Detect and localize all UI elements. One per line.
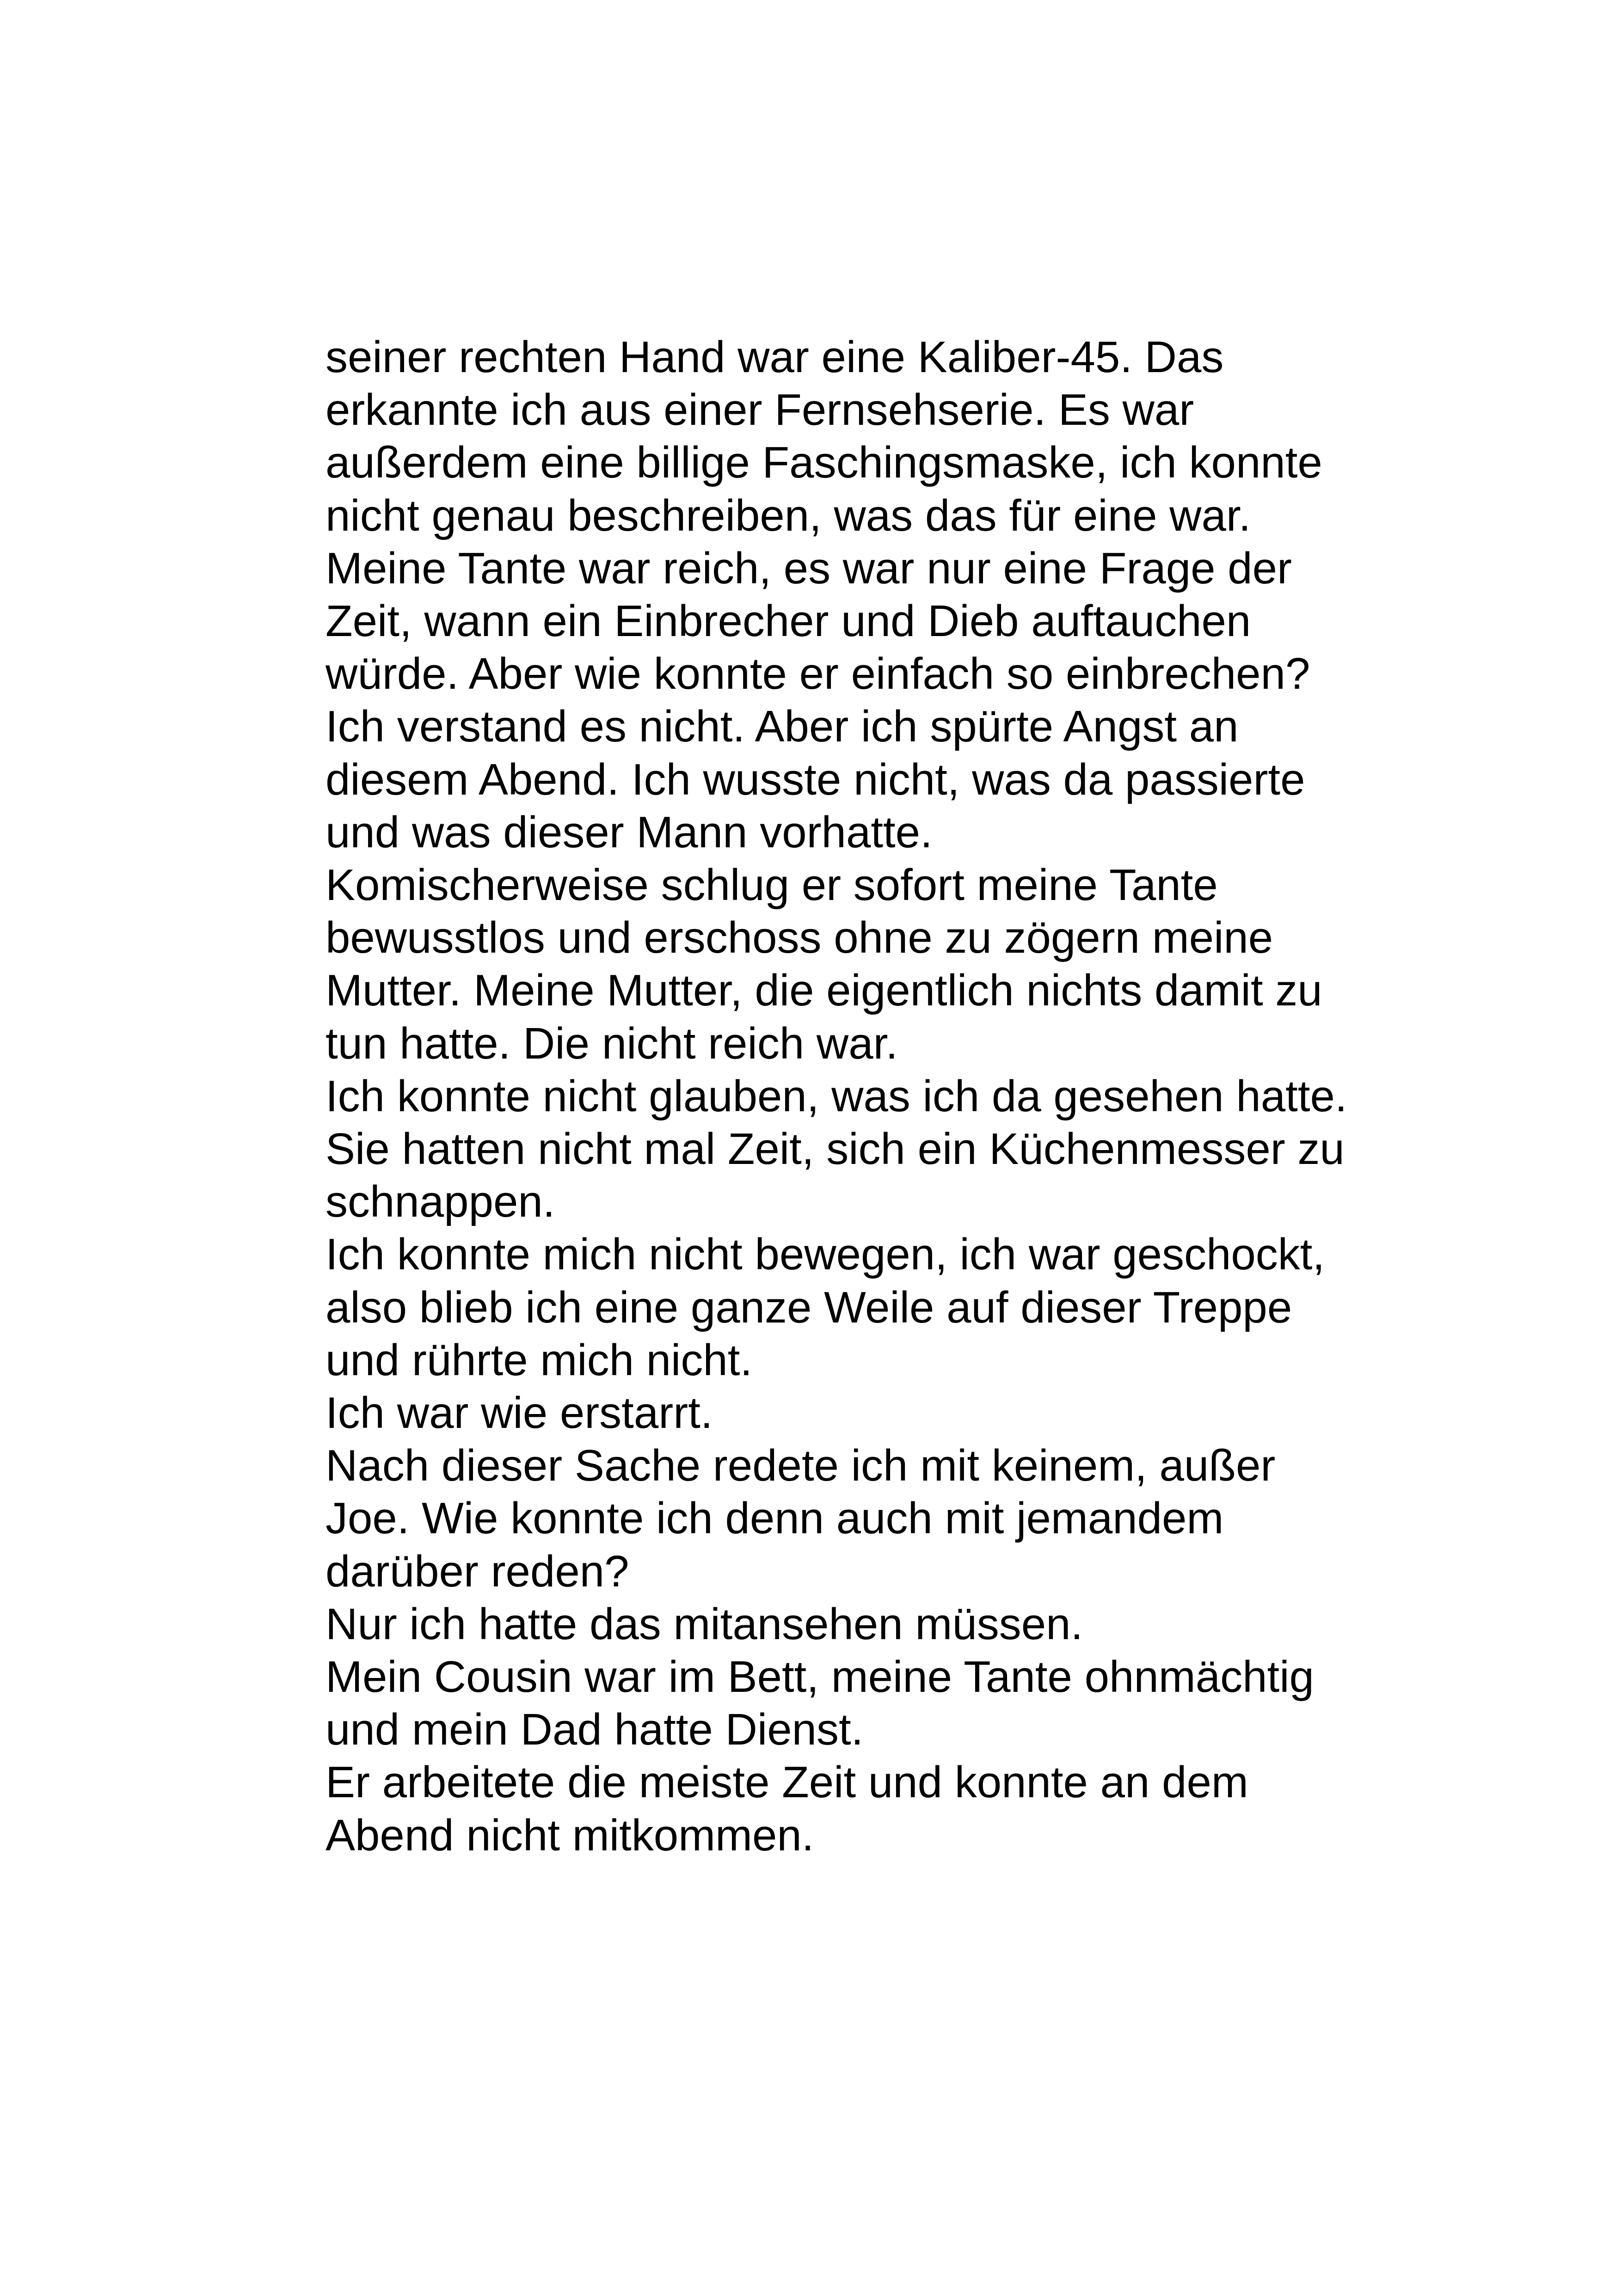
text-line: Abend nicht mitkommen. [326,1810,814,1860]
text-line: außerdem eine billige Faschingsmaske, ich konnte [326,438,1322,488]
body-text [326,331,1435,1862]
text-line: Ich konnte nicht glauben, was ich da gesehen hatte. [326,1071,1347,1121]
text-line: Nach dieser Sache redete ich mit keinem, außer [326,1441,1276,1491]
text-line: Meine Tante war reich, es war nur eine Frage der [326,543,1292,593]
text-line: also blieb ich eine ganze Weile auf dieser Treppe [326,1282,1292,1332]
text-line: Ich verstand es nicht. Aber ich spürte Angst an [326,702,1239,752]
text-line: erkannte ich aus einer Fernsehserie. Es war [326,385,1194,435]
text-line: und mein Dad hatte Dienst. [326,1705,864,1755]
text-line: Sie hatten nicht mal Zeit, sich ein Küchenmesser zu [326,1124,1345,1174]
text-line: darüber reden? [326,1546,629,1596]
text-line: Zeit, wann ein Einbrecher und Dieb auftauchen [326,596,1251,646]
text-line: diesem Abend. Ich wusste nicht, was da passierte [326,754,1305,804]
text-line: Joe. Wie konnte ich denn auch mit jemandem [326,1494,1224,1543]
text-line: Mein Cousin war im Bett, meine Tante ohnmächtig [326,1652,1314,1702]
text-line: Er arbeitete die meiste Zeit und konnte an dem [326,1757,1248,1807]
text-line: Ich war wie erstarrt. [326,1388,713,1438]
text-line: Nur ich hatte das mitansehen müssen. [326,1599,1083,1649]
text-line: Mutter. Meine Mutter, die eigentlich nichts damit zu [326,966,1322,1016]
text-line: bewusstlos und erschoss ohne zu zögern meine [326,913,1273,963]
text-line: Komischerweise schlug er sofort meine Tante [326,860,1218,910]
text-line: und was dieser Mann vorhatte. [326,807,933,857]
text-line: würde. Aber wie konnte er einfach so einbrechen? [326,649,1310,699]
text-line: seiner rechten Hand war eine Kaliber-45. Das [326,332,1224,382]
text-line: schnappen. [326,1177,555,1227]
text-line: tun hatte. Die nicht reich war. [326,1018,898,1068]
text-line: nicht genau beschreiben, was das für eine war. [326,490,1251,540]
text-line: Ich konnte mich nicht bewegen, ich war geschockt, [326,1230,1325,1280]
text-line: und rührte mich nicht. [326,1335,753,1385]
